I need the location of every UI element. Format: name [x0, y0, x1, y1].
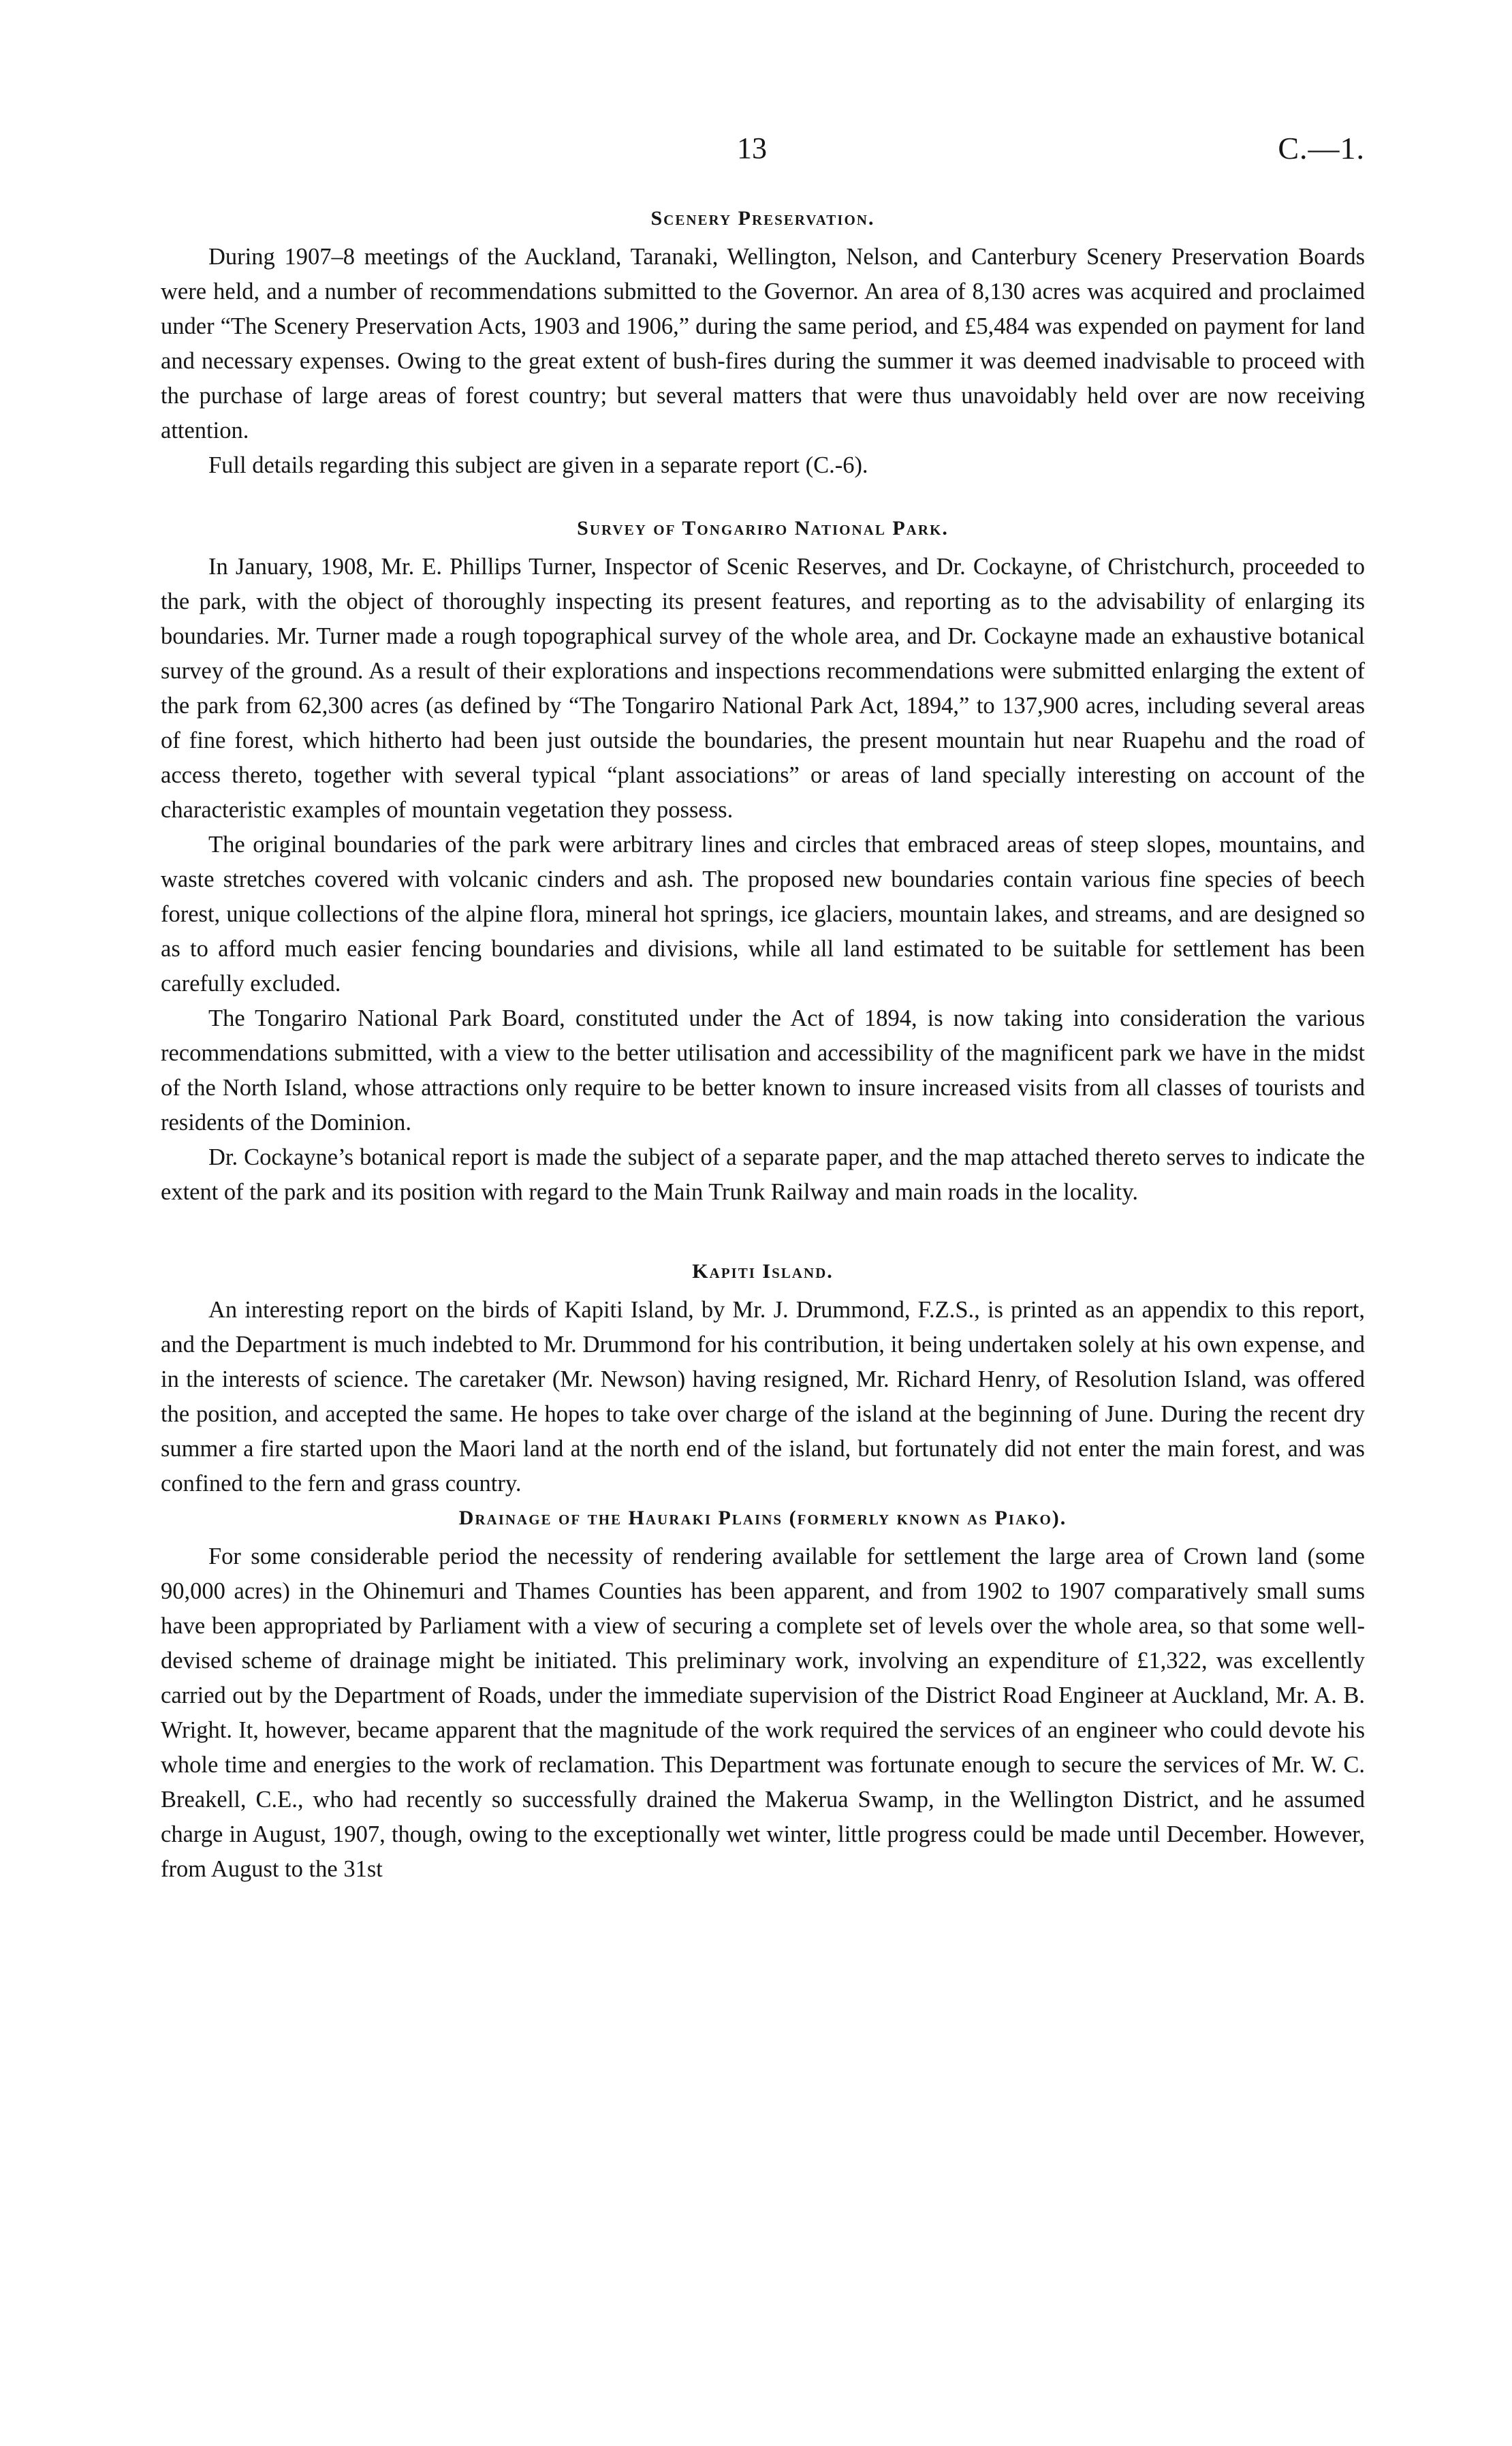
section-title-kapiti-island: Kapiti Island. [692, 1260, 834, 1283]
section-title-survey-tongariro: Survey of Tongariro National Park. [577, 517, 949, 539]
paragraph: In January, 1908, Mr. E. Phillips Turner, Inspector of Scenic Reserves, and Dr. Cockayne, of Christchurch, proceeded to the park, with the object of thoroughly inspecting its present features, and reporting as to the advisability of enlarging its boundaries. Mr. Turner made a rough topographical survey of the whole area, and Dr. Cockayne made an exhaustive botanical survey of the ground. As a result of their explorations and inspections recommendations were submitted enlarging the extent of the park from 62,300 acres (as defined by “The Tongariro National Park Act, 1894,” to 137,900 acres, including several areas of fine forest, which hitherto had been just outside the boundaries, the present mountain hut near Ruapehu and the road of access thereto, together with several typical “plant associations” or areas of land specially interesting on account of the characteristic examples of mountain vegetation they possess. [161, 554, 1365, 823]
page-number: 13 [737, 131, 767, 165]
paragraph: The original boundaries of the park were arbitrary lines and circles that embraced areas of steep slopes, mountains, and waste stretches covered with volcanic cinders and ash. The proposed new boundaries contain various fine species of beech forest, unique collections of the alpine flora, mineral hot springs, ice glaciers, mountain lakes, and streams, and are designed so as to afford much easier fencing boundaries and divisions, while all land estimated to be suitable for settlement has been carefully excluded. [161, 832, 1365, 997]
paragraph: Full details regarding this subject are given in a separate report (C.-6). [208, 452, 868, 478]
section-title-hauraki-drainage: Drainage of the Hauraki Plains (formerly known as Piako). [458, 1507, 1067, 1529]
section-title-scenery-preservation: Scenery Preservation. [650, 207, 875, 230]
document-reference: C.—1. [1278, 131, 1365, 166]
paragraph: An interesting report on the birds of Kapiti Island, by Mr. J. Drummond, F.Z.S., is printed as an appendix to this report, and the Department is much indebted to Mr. Drummond for his contribution, it being undertaken solely at his own expense, and in the interests of science. The caretaker (Mr. Newson) having resigned, Mr. Richard Henry, of Resolution Island, was offered the position, and accepted the same. He hopes to take over charge of the island at the beginning of June. During the recent dry summer a fire started upon the Maori land at the north end of the island, but fortunately did not enter the main forest, and was confined to the fern and grass country. [161, 1297, 1365, 1496]
paragraph: Dr. Cockayne’s botanical report is made the subject of a separate paper, and the map attached thereto serves to indicate the extent of the park and its position with regard to the Main Trunk Railway and main roads in the locality. [161, 1144, 1365, 1205]
paragraph: During 1907–8 meetings of the Auckland, Taranaki, Wellington, Nelson, and Canterbury Scenery Preservation Boards were held, and a number of recommendations submitted to the Governor. An area of 8,130 acres was acquired and proclaimed under “The Scenery Preservation Acts, 1903 and 1906,” during the same period, and £5,484 was expended on payment for land and necessary expenses. Owing to the great extent of bush-fires during the summer it was deemed inadvisable to proceed with the purchase of large areas of forest country; but several matters that were thus unavoidably held over are now receiving attention. [161, 244, 1365, 443]
page-body [161, 204, 1365, 1887]
paragraph: For some considerable period the necessity of rendering available for settlement the large area of Crown land (some 90,000 acres) in the Ohinemuri and Thames Counties has been apparent, and from 1902 to 1907 comparatively small sums have been appropriated by Parliament with a view of securing a complete set of levels over the whole area, so that some well-devised scheme of drainage might be initiated. This preliminary work, involving an expenditure of £1,322, was excellently carried out by the Department of Roads, under the immediate supervision of the District Road Engineer at Auckland, Mr. A. B. Wright. It, however, became apparent that the magnitude of the work required the services of an engineer who could devote his whole time and energies to the work of reclamation. This Department was fortunate enough to secure the services of Mr. W. C. Breakell, C.E., who had recently so successfully drained the Makerua Swamp, in the Wellington District, and he assumed charge in August, 1907, though, owing to the exceptionally wet winter, little progress could be made until December. However, from August to the 31st [161, 1543, 1365, 1882]
page-header [0, 128, 1512, 176]
paragraph: The Tongariro National Park Board, constituted under the Act of 1894, is now taking into consideration the various recommendations submitted, with a view to the better utilisation and accessibility of the magnificent park we have in the midst of the North Island, whose attractions only require to be better known to insure increased visits from all classes of tourists and residents of the Dominion. [161, 1005, 1365, 1135]
